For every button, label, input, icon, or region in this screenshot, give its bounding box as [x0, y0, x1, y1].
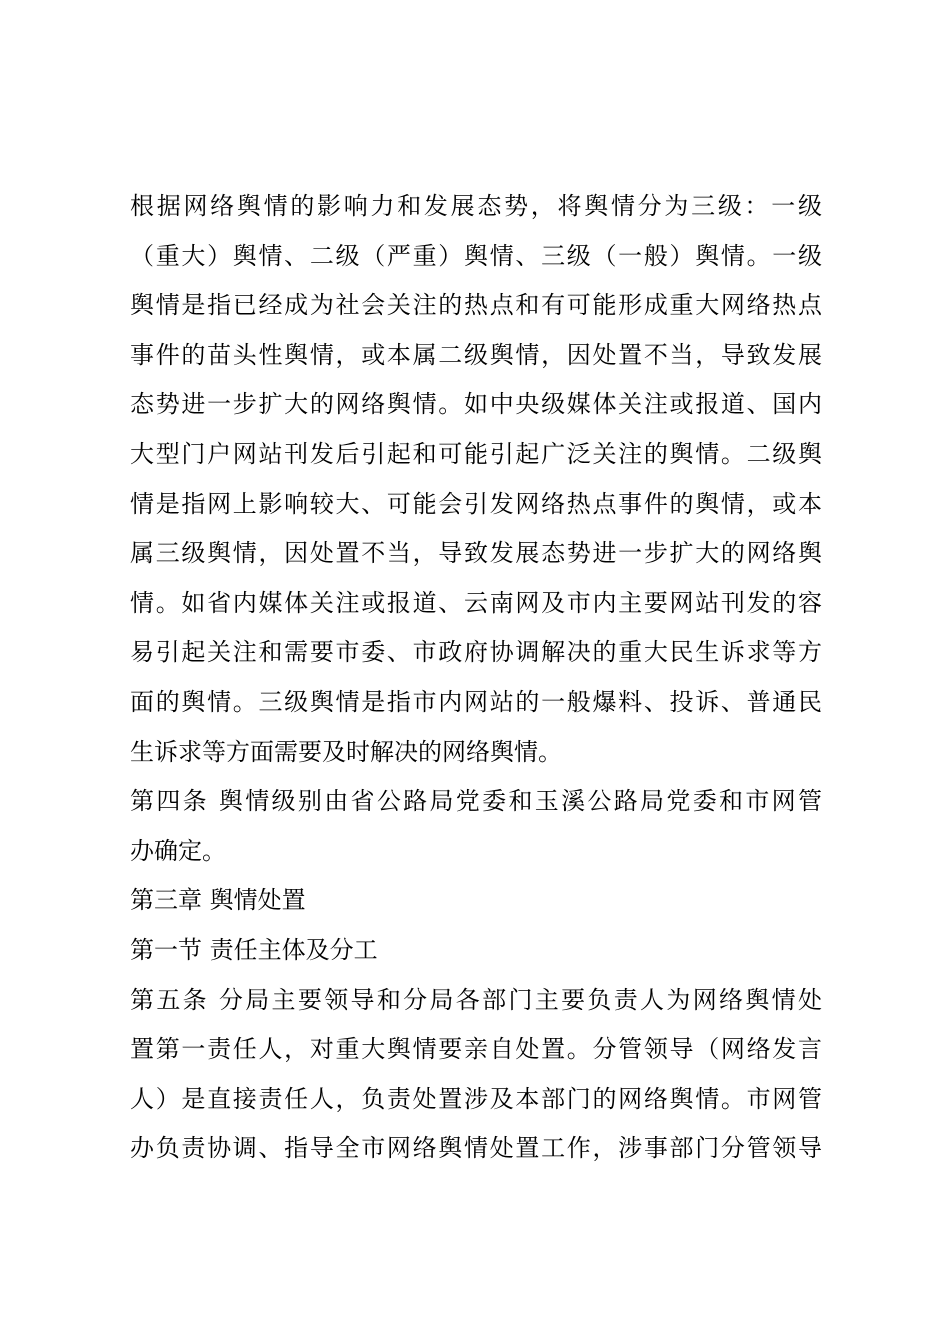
chapter-heading: 第三章 舆情处置: [130, 886, 306, 915]
article-heading-line: 第四条 舆情级别由省公路局党委和玉溪公路局党委和市网管: [130, 787, 822, 816]
text-line: 根据网络舆情的影响力和发展态势，将舆情分为三级：一级: [130, 192, 822, 220]
text-line: 态势进一步扩大的网络舆情。如中央级媒体关注或报道、国内: [130, 390, 822, 419]
text-line: 办负责协调、指导全市网络舆情处置工作，涉事部门分管领导: [130, 1134, 822, 1163]
text-line: 大型门户网站刊发后引起和可能引起广泛关注的舆情。二级舆: [130, 439, 822, 468]
text-line: 情是指网上影响较大、可能会引发网络热点事件的舆情，或本: [130, 489, 822, 518]
text-line: 属三级舆情，因处置不当，导致发展态势进一步扩大的网络舆: [130, 539, 822, 568]
document-body: [130, 182, 822, 1174]
text-line: 事件的苗头性舆情，或本属二级舆情，因处置不当，导致发展: [130, 340, 822, 369]
text-line: 面的舆情。三级舆情是指市内网站的一般爆料、投诉、普通民: [130, 687, 822, 716]
text-line: 生诉求等方面需要及时解决的网络舆情。: [130, 737, 562, 766]
text-line: 人）是直接责任人，负责处置涉及本部门的网络舆情。市网管: [130, 1084, 822, 1113]
section-heading: 第一节 责任主体及分工: [130, 935, 378, 964]
text-line: 置第一责任人，对重大舆情要亲自处置。分管领导（网络发言: [130, 1035, 822, 1064]
text-line: 易引起关注和需要市委、市政府协调解决的重大民生诉求等方: [130, 638, 822, 667]
text-line: 舆情是指已经成为社会关注的热点和有可能形成重大网络热点: [130, 291, 822, 320]
article-heading-line: 第五条 分局主要领导和分局各部门主要负责人为网络舆情处: [130, 985, 822, 1014]
text-line: （重大）舆情、二级（严重）舆情、三级（一般）舆情。一级: [130, 241, 822, 270]
text-line: 情。如省内媒体关注或报道、云南网及市内主要网站刊发的容: [130, 588, 822, 617]
text-line: 办确定。: [130, 836, 226, 865]
